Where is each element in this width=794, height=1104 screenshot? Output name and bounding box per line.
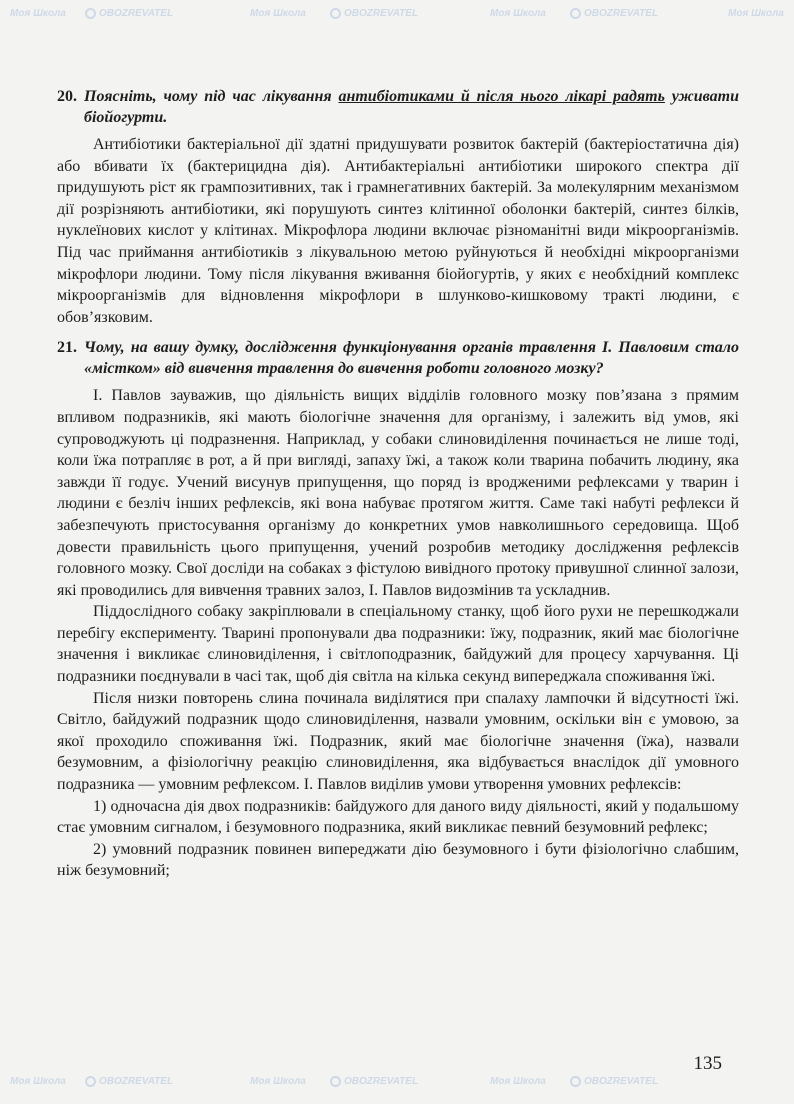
list-item: 2) умовний подразник повинен випереджати дію безумовного і бути фізіологічно слабшим, ніж безумовний; [57, 840, 739, 880]
watermark: Моя Школа [250, 1076, 306, 1087]
answer-21-paragraph: Після низки повторень слина починала виділятися при спалаху лампочки й відсутності їжі. Світло, байдужий подразник щодо слиновиділення, назвали умовним, оскільки він є умовою, за якої проходило споживання їжі. Подразник, який має біологічне значення (їжа), назвали безумовним, а фізіологічну реакцію слиновиділення, яка відбувається внаслідок дії умовного подразника — умовним рефлексом. І. Павлов виділив умови утворення умовних рефлексів: [57, 689, 739, 794]
watermark: Моя Школа [10, 1076, 66, 1087]
question-21: 21. Чому, на вашу думку, дослідження функціонування органів травлення І. Павловим стало «містком» від вивчення травлення до вивчення роботи головного мозку? [57, 339, 739, 377]
watermark: OBOZREVATEL [570, 8, 658, 19]
list-item: 1) одночасна дія двох подразників: байдужого для даного виду діяльності, який у подальшому стає умовним сигналом, і безумовного подразника, який викликає певний безумовний рефлекс; [57, 797, 739, 837]
watermark: OBOZREVATEL [330, 1076, 418, 1087]
watermark-logo-icon [570, 1076, 581, 1087]
watermark-logo-icon [85, 8, 96, 19]
watermark: Моя Школа [490, 8, 546, 19]
question-20: 20. Поясніть, чому під час лікування антибіотиками й після нього лікарі радять уживати біойогурти. [57, 88, 740, 126]
page-number: 135 [693, 1053, 722, 1074]
watermark-logo-icon [570, 8, 581, 19]
answer-21-paragraph: Піддослідного собаку закріплювали в спеціальному станку, щоб його рухи не перешкоджали перебігу експерименту. Тварині пропонували два подразники: їжу, подразник, який має біологічне значення і викликає слиновиділення, і світлоподразник, байдужий для процесу харчування. Ці подразники поєднували в часі так, щоб дія світла на кілька секунд випереджала споживання їжі. [57, 603, 739, 686]
watermark: OBOZREVATEL [330, 8, 418, 19]
watermark: OBOZREVATEL [85, 1076, 173, 1087]
question-number: 21. [57, 339, 77, 357]
watermark: Моя Школа [10, 8, 66, 19]
watermark: OBOZREVATEL [570, 1076, 658, 1087]
page-content [57, 87, 739, 882]
watermark: Моя Школа [250, 8, 306, 19]
watermark-logo-icon [85, 1076, 96, 1087]
watermark: Моя Школа [490, 1076, 546, 1087]
question-number: 20. [57, 88, 77, 105]
watermark: Моя Школа [728, 8, 784, 19]
watermark: OBOZREVATEL [85, 8, 173, 19]
watermark-logo-icon [330, 1076, 341, 1087]
answer-21-paragraph: І. Павлов зауважив, що діяльність вищих відділів головного мозку пов’язана з прямим впливом подразників, які мають біологічне значення для організму, і залежить від умов, які супроводжують ці подразнення. Наприклад, у собаки слиновиділення починається не лише тоді, коли їжа потрапляє в рот, а й при вигляді, запаху їжі, а також коли тварина побачить людину, яка завжди її годує. Учений висунув припущення, що поряд із вродженими рефлексами у тварин і людини є безліч інших рефлексів, які вона набуває протягом життя. Саме такі набуті рефлекси й забезпечують пристосування організму до конкретних умов навколишнього середовища. Щоб довести правильність цього припущення, учений розробив методику дослідження рефлексів головного мозку. Свої досліди на собаках з фістулою вивідного протоку привушної слинної залози, які проводились для вивчення травних залоз, І. Павлов видозмінив та ускладнив. [57, 387, 739, 599]
watermark-logo-icon [330, 8, 341, 19]
answer-20: Антибіотики бактеріальної дії здатні придушувати розвиток бактерій (бактеріостатична дія) або вбивати їх (бактерицидна дія). Антибактеріальні антибіотики широкого спектра дії придушують ріст як грампозитивних, так і грамнегативних бактерій. За молекулярним механізмом дії розрізняють антибіотики, які порушують синтез клітинної оболонки бактерій, синтез білків, нуклеїнових кислот у клітинах. Мікрофлора людини включає різноманітні види мікроорганізмів. Під час приймання антибіотиків з лікувальною метою руйнуються й необхідні мікроорганізми мікрофлори людини. Тому після лікування вживання біойогуртів, у яких є необхідний комплекс мікроорганізмів для відновлення мікрофлори в шлунково-кишковому тракті людини, є обов’язковим. [57, 136, 739, 326]
highlighted-text: антибіотиками й після нього лікарі радять [338, 88, 665, 105]
